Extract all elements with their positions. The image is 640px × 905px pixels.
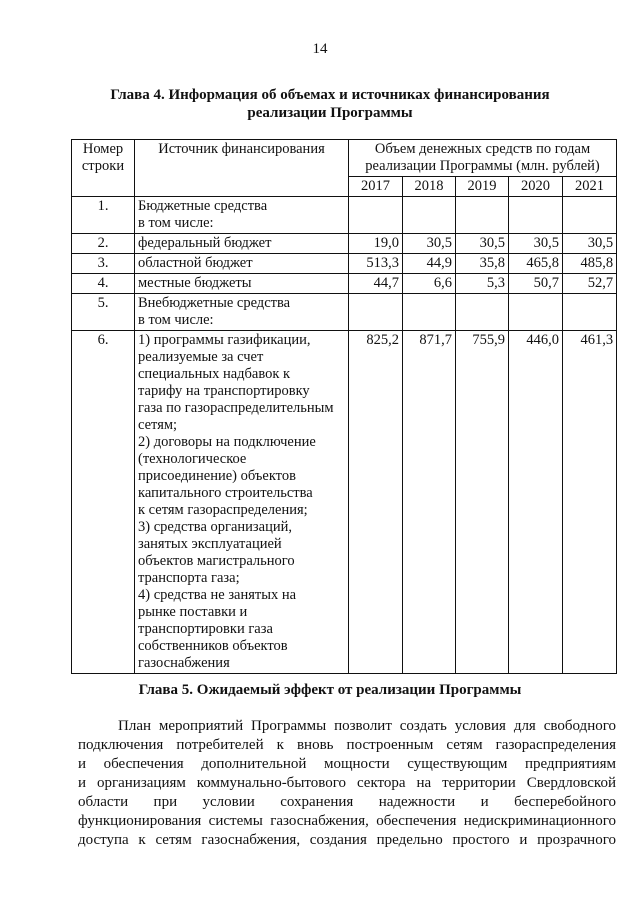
paragraph-line: План мероприятий Программы позволит создать условия для свободного (118, 718, 616, 734)
source-line: к сетям газораспределения; (138, 502, 308, 518)
table-header-row (72, 140, 617, 177)
funding-value (509, 294, 563, 331)
funding-value: 44,9 (403, 254, 456, 274)
funding-value: 35,8 (456, 254, 509, 274)
funding-value: 52,7 (563, 274, 617, 294)
financing-table (71, 139, 617, 674)
funding-value: 19,0 (349, 234, 403, 254)
funding-value: 871,7 (403, 331, 456, 674)
funding-value: 50,7 (509, 274, 563, 294)
funding-value (509, 197, 563, 234)
source-line: тарифу на транспортировку (138, 383, 310, 399)
funding-value: 465,8 (509, 254, 563, 274)
chapter-4-title-line-1: Глава 4. Информация об объемах и источниках финансирования (110, 87, 550, 103)
table-row (72, 197, 617, 234)
source-line: федеральный бюджет (138, 235, 272, 251)
source-line: транспорта газа; (138, 570, 240, 586)
source-line: Внебюджетные средства (138, 295, 291, 311)
funding-value (456, 294, 509, 331)
row-number: 4. (72, 274, 135, 294)
chapter-4-title (60, 86, 600, 122)
paragraph-line: и организациям коммунально-бытового сектора на территории Свердловской (78, 775, 616, 791)
funding-value (563, 294, 617, 331)
financing-source (135, 197, 349, 234)
source-line: присоединение) объектов (138, 468, 296, 484)
table-row (72, 274, 617, 294)
funding-value: 513,3 (349, 254, 403, 274)
paragraph-line: доступа к сетям газоснабжения, создания предельно простого и прозрачного (78, 832, 616, 848)
source-line: 2) договоры на подключение (138, 434, 316, 450)
source-line: 4) средства не занятых на (138, 587, 297, 603)
source-line: объектов магистрального (138, 553, 295, 569)
source-line: транспортировки газа (138, 621, 273, 637)
source-line: реализуемые за счет (138, 349, 264, 365)
row-number: 5. (72, 294, 135, 331)
row-number: 1. (72, 197, 135, 234)
financing-source (135, 331, 349, 674)
funding-value: 485,8 (563, 254, 617, 274)
financing-source (135, 274, 349, 294)
funding-value: 461,3 (563, 331, 617, 674)
header-year: 2021 (563, 177, 617, 197)
row-number: 2. (72, 234, 135, 254)
funding-value (403, 294, 456, 331)
table-row (72, 254, 617, 274)
funding-value (403, 197, 456, 234)
source-line: рынке поставки и (138, 604, 248, 620)
table-row (72, 331, 617, 674)
funding-value: 755,9 (456, 331, 509, 674)
source-line: местные бюджеты (138, 275, 252, 291)
source-line: занятых эксплуатацией (138, 536, 282, 552)
source-line: капитального строительства (138, 485, 313, 501)
funding-value: 30,5 (456, 234, 509, 254)
funding-value: 30,5 (403, 234, 456, 254)
paragraph-line: подключения потребителей к вновь построенным сетям газораспределения (78, 737, 616, 753)
funding-value (456, 197, 509, 234)
body-paragraph (78, 717, 616, 850)
funding-value (349, 197, 403, 234)
page-number: 14 (312, 41, 328, 57)
row-number: 6. (72, 331, 135, 674)
source-line: (технологическое (138, 451, 247, 467)
source-line: 1) программы газификации, (138, 332, 311, 348)
header-year: 2020 (509, 177, 563, 197)
source-line: газоснабжения (138, 655, 230, 671)
funding-value (349, 294, 403, 331)
header-year: 2018 (403, 177, 456, 197)
funding-value: 44,7 (349, 274, 403, 294)
header-row-number: Номер строки (72, 140, 135, 197)
funding-value (563, 197, 617, 234)
funding-value: 446,0 (509, 331, 563, 674)
table-row (72, 234, 617, 254)
header-year: 2017 (349, 177, 403, 197)
paragraph-line: функционирования системы газоснабжения, обеспечения недискриминационного (78, 813, 616, 829)
source-line: в том числе: (138, 215, 214, 231)
source-line: газа по газораспределительным (138, 400, 334, 416)
paragraph-line: и обеспечения дополнительной мощности существующим предприятиям (78, 756, 616, 772)
source-line: специальных надбавок к (138, 366, 291, 382)
funding-value: 825,2 (349, 331, 403, 674)
chapter-4-title-line-2: реализации Программы (247, 105, 413, 121)
financing-source (135, 234, 349, 254)
source-line: областной бюджет (138, 255, 253, 271)
table-row (72, 294, 617, 331)
funding-value: 30,5 (509, 234, 563, 254)
header-volume: Объем денежных средств по годам реализации Программы (млн. рублей) (349, 140, 617, 177)
financing-source (135, 294, 349, 331)
funding-value: 30,5 (563, 234, 617, 254)
funding-value: 6,6 (403, 274, 456, 294)
row-number: 3. (72, 254, 135, 274)
header-source: Источник финансирования (135, 140, 349, 197)
source-line: сетям; (138, 417, 178, 433)
source-line: собственников объектов (138, 638, 288, 654)
funding-value: 5,3 (456, 274, 509, 294)
paragraph-line: области при условии сохранения надежности и бесперебойного (78, 794, 616, 810)
header-year: 2019 (456, 177, 509, 197)
source-line: Бюджетные средства (138, 198, 268, 214)
source-line: 3) средства организаций, (138, 519, 292, 535)
financing-source (135, 254, 349, 274)
source-line: в том числе: (138, 312, 214, 328)
chapter-5-title: Глава 5. Ожидаемый эффект от реализации Программы (138, 682, 522, 698)
